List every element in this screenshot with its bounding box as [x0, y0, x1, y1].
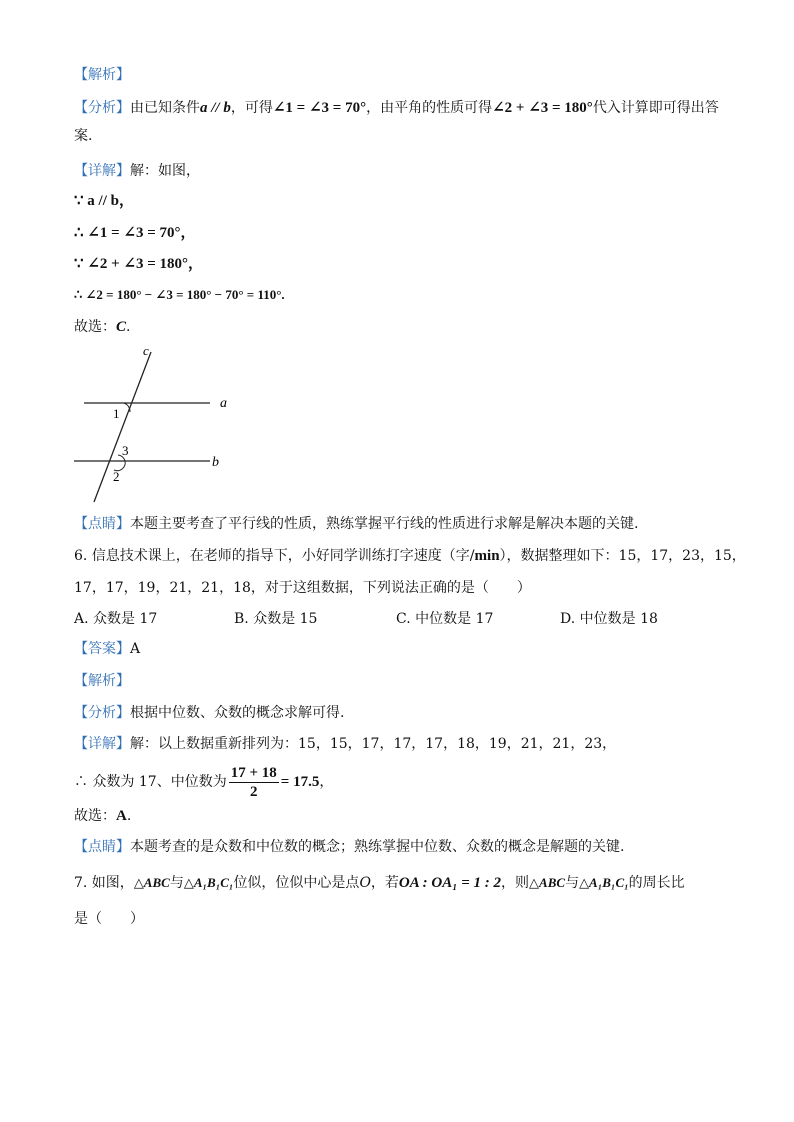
detail-tag-q6: 【详解】: [74, 736, 130, 752]
result-value: = 17.5: [280, 774, 320, 790]
q6-stem-line1: [74, 546, 746, 566]
choose-end: .: [126, 319, 131, 335]
analysis-text-4: 代入计算即可得出答: [592, 100, 719, 116]
detail-paragraph: [74, 161, 200, 181]
analysis-q6: [74, 703, 344, 723]
q7-stem-line1: [74, 873, 685, 893]
step-1: ∵ a // b，: [74, 193, 134, 209]
q7-stem-line2: 是（ ）: [74, 911, 144, 927]
q7-triangle-abc-2: △ABC: [529, 875, 566, 890]
detail-text: 解：如图，: [130, 163, 200, 179]
q7-text-3: 位似，位似中心是点: [233, 875, 360, 891]
q7-text-1: 7. 如图，: [74, 875, 134, 891]
q7-text-7: 的周长比: [628, 875, 685, 891]
option-b: B. 众数是 15: [234, 611, 318, 627]
median-fraction: [229, 764, 279, 801]
option-c: C. 中位数是 17: [396, 611, 494, 627]
choose-answer-q6: A: [116, 808, 127, 824]
step-3: ∵ ∠2 + ∠3 = 180°，: [74, 256, 204, 272]
analysis-math-angles: ∠1 = ∠3 = 70°: [272, 100, 367, 116]
comment-text: 本题主要考查了平行线的性质，熟练掌握平行线的性质进行求解是解决本题的关键.: [130, 516, 639, 532]
q6-stem-a: 6. 信息技术课上，在老师的指导下，小好同学训练打字速度（字/: [74, 548, 475, 564]
comment-tag: 【点睛】: [74, 516, 130, 532]
analysis-text-3: ，由平角的性质可得: [366, 100, 493, 116]
q7-text-6: 与: [565, 875, 580, 891]
q6-stem-b: ），数据整理如下：15，17，23，15，: [499, 548, 746, 564]
choose-answer: C: [116, 319, 127, 335]
q7-triangle-abc: △ABC: [133, 875, 170, 890]
detail-q6: [74, 734, 616, 754]
comment-q5: [74, 514, 638, 534]
choose-text: 故选：: [74, 319, 116, 335]
q7-text-4: ，若: [370, 875, 399, 891]
option-d: D. 中位数是 18: [560, 611, 658, 627]
comment-text-q6: 本题考查的是众数和中位数的概念；熟练掌握中位数、众数的概念是解题的关键.: [130, 839, 625, 855]
step-4: ∴ ∠2 = 180° − ∠3 = 180° − 70° = 110°.: [74, 287, 285, 302]
answer-value: A: [130, 641, 141, 657]
label-c: c: [143, 343, 149, 358]
q7-text-2: 与: [169, 875, 184, 891]
label-1: 1: [113, 406, 120, 421]
result-q6: [74, 762, 333, 802]
jiexi-tag-q6: 【解析】: [74, 673, 130, 689]
choose-end-q6: .: [126, 808, 132, 824]
analysis-text-q6: 根据中位数、众数的概念求解可得.: [130, 705, 345, 721]
label-3: 3: [122, 443, 129, 458]
parallel-lines-figure: [70, 340, 250, 510]
choose-text-q6: 故选：: [74, 808, 116, 824]
q7-text-5: ，则: [501, 875, 530, 891]
choose-q5: [74, 317, 130, 337]
analysis-text-1: 由已知条件: [130, 100, 200, 116]
analysis-tag: 【分析】: [74, 100, 130, 116]
analysis-paragraph: [74, 98, 719, 118]
result-end: ，: [319, 774, 334, 790]
result-text-1: ∴ 众数为 17、中位数为: [74, 774, 227, 790]
comment-q6: [74, 837, 624, 857]
label-2: 2: [113, 469, 120, 484]
choose-q6: [74, 806, 131, 826]
answer-tag: 【答案】: [74, 641, 130, 657]
q7-triangle-a1b1c1-2: △A₁B₁C₁: [579, 875, 629, 890]
analysis-continuation: 案.: [74, 128, 93, 144]
label-b: b: [212, 455, 219, 470]
analysis-math-sum: ∠2 + ∠3 = 180°: [492, 100, 593, 116]
jiexi-tag: 【解析】: [74, 67, 130, 83]
detail-tag: 【详解】: [74, 163, 130, 179]
fraction-denominator: 2: [250, 783, 258, 800]
answer-q6: [74, 639, 140, 659]
comment-tag-q6: 【点睛】: [74, 839, 130, 855]
step-2: ∴ ∠1 = ∠3 = 70°，: [74, 225, 196, 241]
analysis-text-2: ，可得: [230, 100, 273, 116]
q7-ratio: OA : OA₁ = 1 : 2: [398, 875, 502, 891]
q7-point-o: O: [359, 875, 371, 891]
option-a: A. 众数是 17: [74, 611, 158, 627]
q7-triangle-a1b1c1: △A₁B₁C₁: [183, 875, 234, 890]
q6-unit: min: [474, 548, 500, 564]
analysis-math-parallel: a // b: [200, 100, 231, 116]
q6-stem-line2: 17，17，19，21，21，18，对于这组数据，下列说法正确的是（ ）: [74, 580, 531, 596]
line-c: [94, 352, 151, 502]
analysis-tag-q6: 【分析】: [74, 705, 130, 721]
label-a: a: [220, 396, 227, 411]
fraction-numerator: 17 + 18: [230, 764, 277, 781]
detail-text-q6: 解：以上数据重新排列为：15，15，17，17，17，18，19，21，21，23，: [130, 736, 617, 752]
